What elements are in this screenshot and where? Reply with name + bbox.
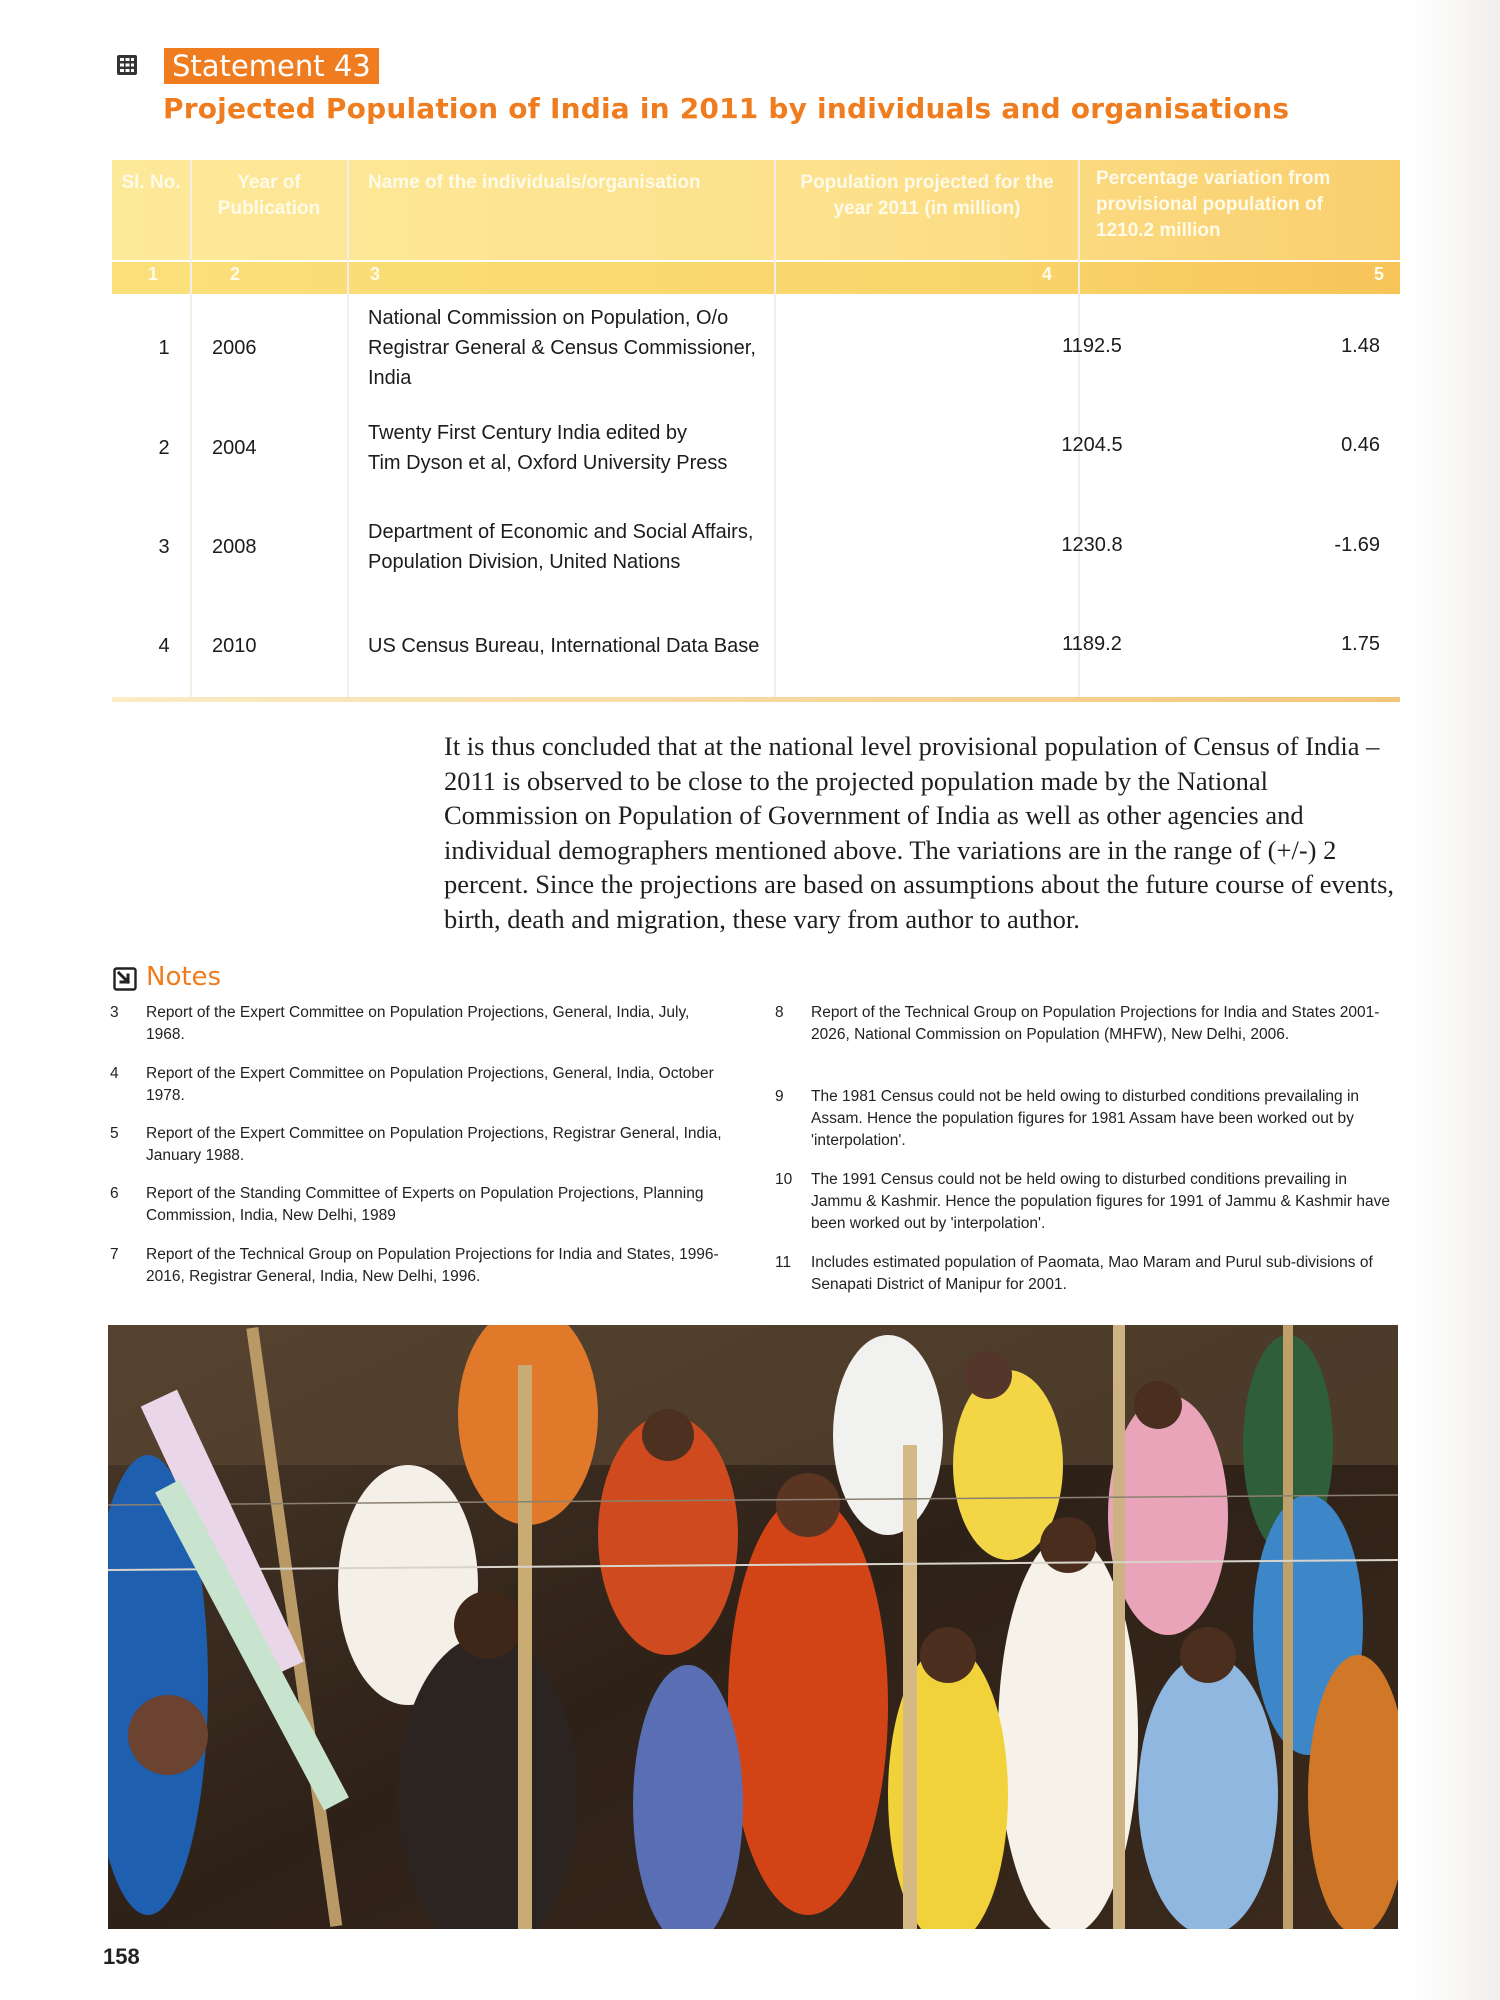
column-number: 4 bbox=[1042, 264, 1053, 284]
footnote bbox=[775, 1252, 1397, 1296]
footnote-number: 10 bbox=[775, 1171, 793, 1188]
cell-name-line: Registrar General & Census Commissioner, bbox=[368, 337, 756, 359]
footnote-text: The 1991 Census could not be held owing to disturbed conditions prevailing in Jammu & Kashmir. Hence the population figures for 1991 of Jammu & Kashmir have been worked out by 'interpolation'. bbox=[811, 1171, 1390, 1232]
cell-year: 2008 bbox=[212, 536, 257, 558]
footnote bbox=[110, 1183, 730, 1227]
footnote-number: 5 bbox=[110, 1125, 119, 1142]
cell-name-line: India bbox=[368, 367, 412, 389]
header-year: Year of Publication bbox=[217, 172, 321, 219]
footnote bbox=[110, 1063, 730, 1107]
page-edge-shade bbox=[1412, 0, 1500, 2000]
footnote bbox=[110, 1123, 730, 1167]
cell-name bbox=[368, 418, 828, 478]
footnote-text: Report of the Expert Committee on Population Projections, General, India, October 1978. bbox=[146, 1065, 714, 1104]
header-projected: Population projected for the year 2011 (in million) bbox=[800, 172, 1054, 219]
cell-projected: 1204.5 bbox=[1061, 434, 1123, 456]
crowd-photo-illustration bbox=[108, 1325, 1398, 1929]
footnote-text: Report of the Technical Group on Population Projections for India and States 2001-2026, National Commission on Population (MHFW), New Delhi, 2006. bbox=[811, 1004, 1380, 1043]
cell-projected: 1192.5 bbox=[1062, 335, 1122, 357]
crowd-photograph bbox=[108, 1325, 1398, 1929]
cell-projected: 1230.8 bbox=[1061, 534, 1123, 556]
column-number: 2 bbox=[230, 264, 241, 284]
column-number: 5 bbox=[1374, 264, 1385, 284]
page-number: 158 bbox=[103, 1944, 140, 1969]
column-number: 3 bbox=[370, 264, 381, 284]
cell-sl: 3 bbox=[158, 536, 170, 558]
table-bottom-rule bbox=[112, 697, 1400, 702]
statement-title: Projected Population of India in 2011 by individuals and organisations bbox=[163, 92, 1290, 125]
cell-variation: -1.69 bbox=[1334, 534, 1380, 556]
footnote-number: 4 bbox=[110, 1065, 119, 1082]
column-divider bbox=[190, 160, 192, 700]
notes-heading: Notes bbox=[146, 962, 222, 992]
footnote-text: Report of the Expert Committee on Population Projections, General, India, July, 1968. bbox=[146, 1004, 690, 1043]
footnote-number: 7 bbox=[110, 1246, 119, 1263]
header-sl-no: Sl. No. bbox=[121, 172, 181, 193]
cell-name bbox=[368, 303, 828, 393]
projection-table bbox=[112, 160, 1400, 705]
footnote-text: Report of the Expert Committee on Population Projections, Registrar General, India, January 1988. bbox=[146, 1125, 722, 1164]
footnote-text: The 1981 Census could not be held owing to disturbed conditions prevailaling in Assam. Hence the population figures for 1981 Assam have been worked out by 'interpolation'. bbox=[811, 1088, 1360, 1149]
cell-year: 2004 bbox=[212, 437, 257, 459]
footnote-number: 11 bbox=[775, 1254, 792, 1271]
header-variation: Percentage variation from provisional population of 1210.2 million bbox=[1096, 168, 1331, 241]
cell-year: 2010 bbox=[212, 635, 257, 657]
footnote-text: Report of the Standing Committee of Experts on Population Projections, Planning Commission, India, New Delhi, 1989 bbox=[146, 1185, 704, 1224]
footnote bbox=[110, 1244, 730, 1288]
cell-variation: 1.48 bbox=[1341, 335, 1380, 357]
cell-sl: 4 bbox=[158, 635, 170, 657]
cell-variation: 1.75 bbox=[1341, 633, 1380, 655]
footnote bbox=[775, 1002, 1397, 1046]
footnote-text: Includes estimated population of Paomata, Mao Maram and Purul sub-divisions of Senapati District of Manipur for 2001. bbox=[811, 1254, 1373, 1293]
cell-name-line: Department of Economic and Social Affairs, bbox=[368, 521, 754, 543]
footnote-text: Report of the Technical Group on Population Projections for India and States, 1996-2016, Registrar General, India, New Delhi, 1996. bbox=[146, 1246, 719, 1285]
footnote bbox=[775, 1086, 1397, 1152]
column-number: 1 bbox=[148, 264, 159, 284]
cell-name-line: Tim Dyson et al, Oxford University Press bbox=[368, 452, 728, 474]
column-divider bbox=[347, 160, 349, 700]
cell-sl: 1 bbox=[158, 337, 170, 359]
conclusion-paragraph: It is thus concluded that at the national level provisional population of Census of India – 2011 is observed to be close to the projected population made by the National Commission on Population of Government of India as well as other agencies and individual demographers mentioned above. The variations are in the range of (+/-) 2 percent. Since the projections are based on assumptions about the future course of events, birth, death and migration, these vary from author to author. bbox=[444, 731, 1395, 934]
footnote bbox=[775, 1169, 1397, 1235]
footnote-number: 8 bbox=[775, 1004, 784, 1021]
cell-year: 2006 bbox=[212, 337, 257, 359]
footnote-number: 9 bbox=[775, 1088, 784, 1105]
cell-name bbox=[368, 517, 828, 577]
cell-name bbox=[368, 631, 828, 661]
footnote bbox=[110, 1002, 730, 1046]
footnote-number: 3 bbox=[110, 1004, 119, 1021]
cell-name-line: National Commission on Population, O/o bbox=[368, 307, 729, 329]
cell-variation: 0.46 bbox=[1341, 434, 1380, 456]
cell-sl: 2 bbox=[158, 437, 170, 459]
cell-name-line: US Census Bureau, International Data Base bbox=[368, 635, 760, 657]
table-icon bbox=[116, 54, 138, 76]
header-name: Name of the individuals/organisation bbox=[368, 172, 701, 193]
cell-projected: 1189.2 bbox=[1062, 633, 1122, 655]
cell-name-line: Population Division, United Nations bbox=[368, 551, 681, 573]
notes-icon bbox=[113, 967, 137, 991]
table-column-number-band bbox=[112, 262, 1400, 294]
cell-name-line: Twenty First Century India edited by bbox=[368, 422, 688, 444]
footnote-number: 6 bbox=[110, 1185, 119, 1202]
statement-badge: Statement 43 bbox=[164, 48, 379, 84]
